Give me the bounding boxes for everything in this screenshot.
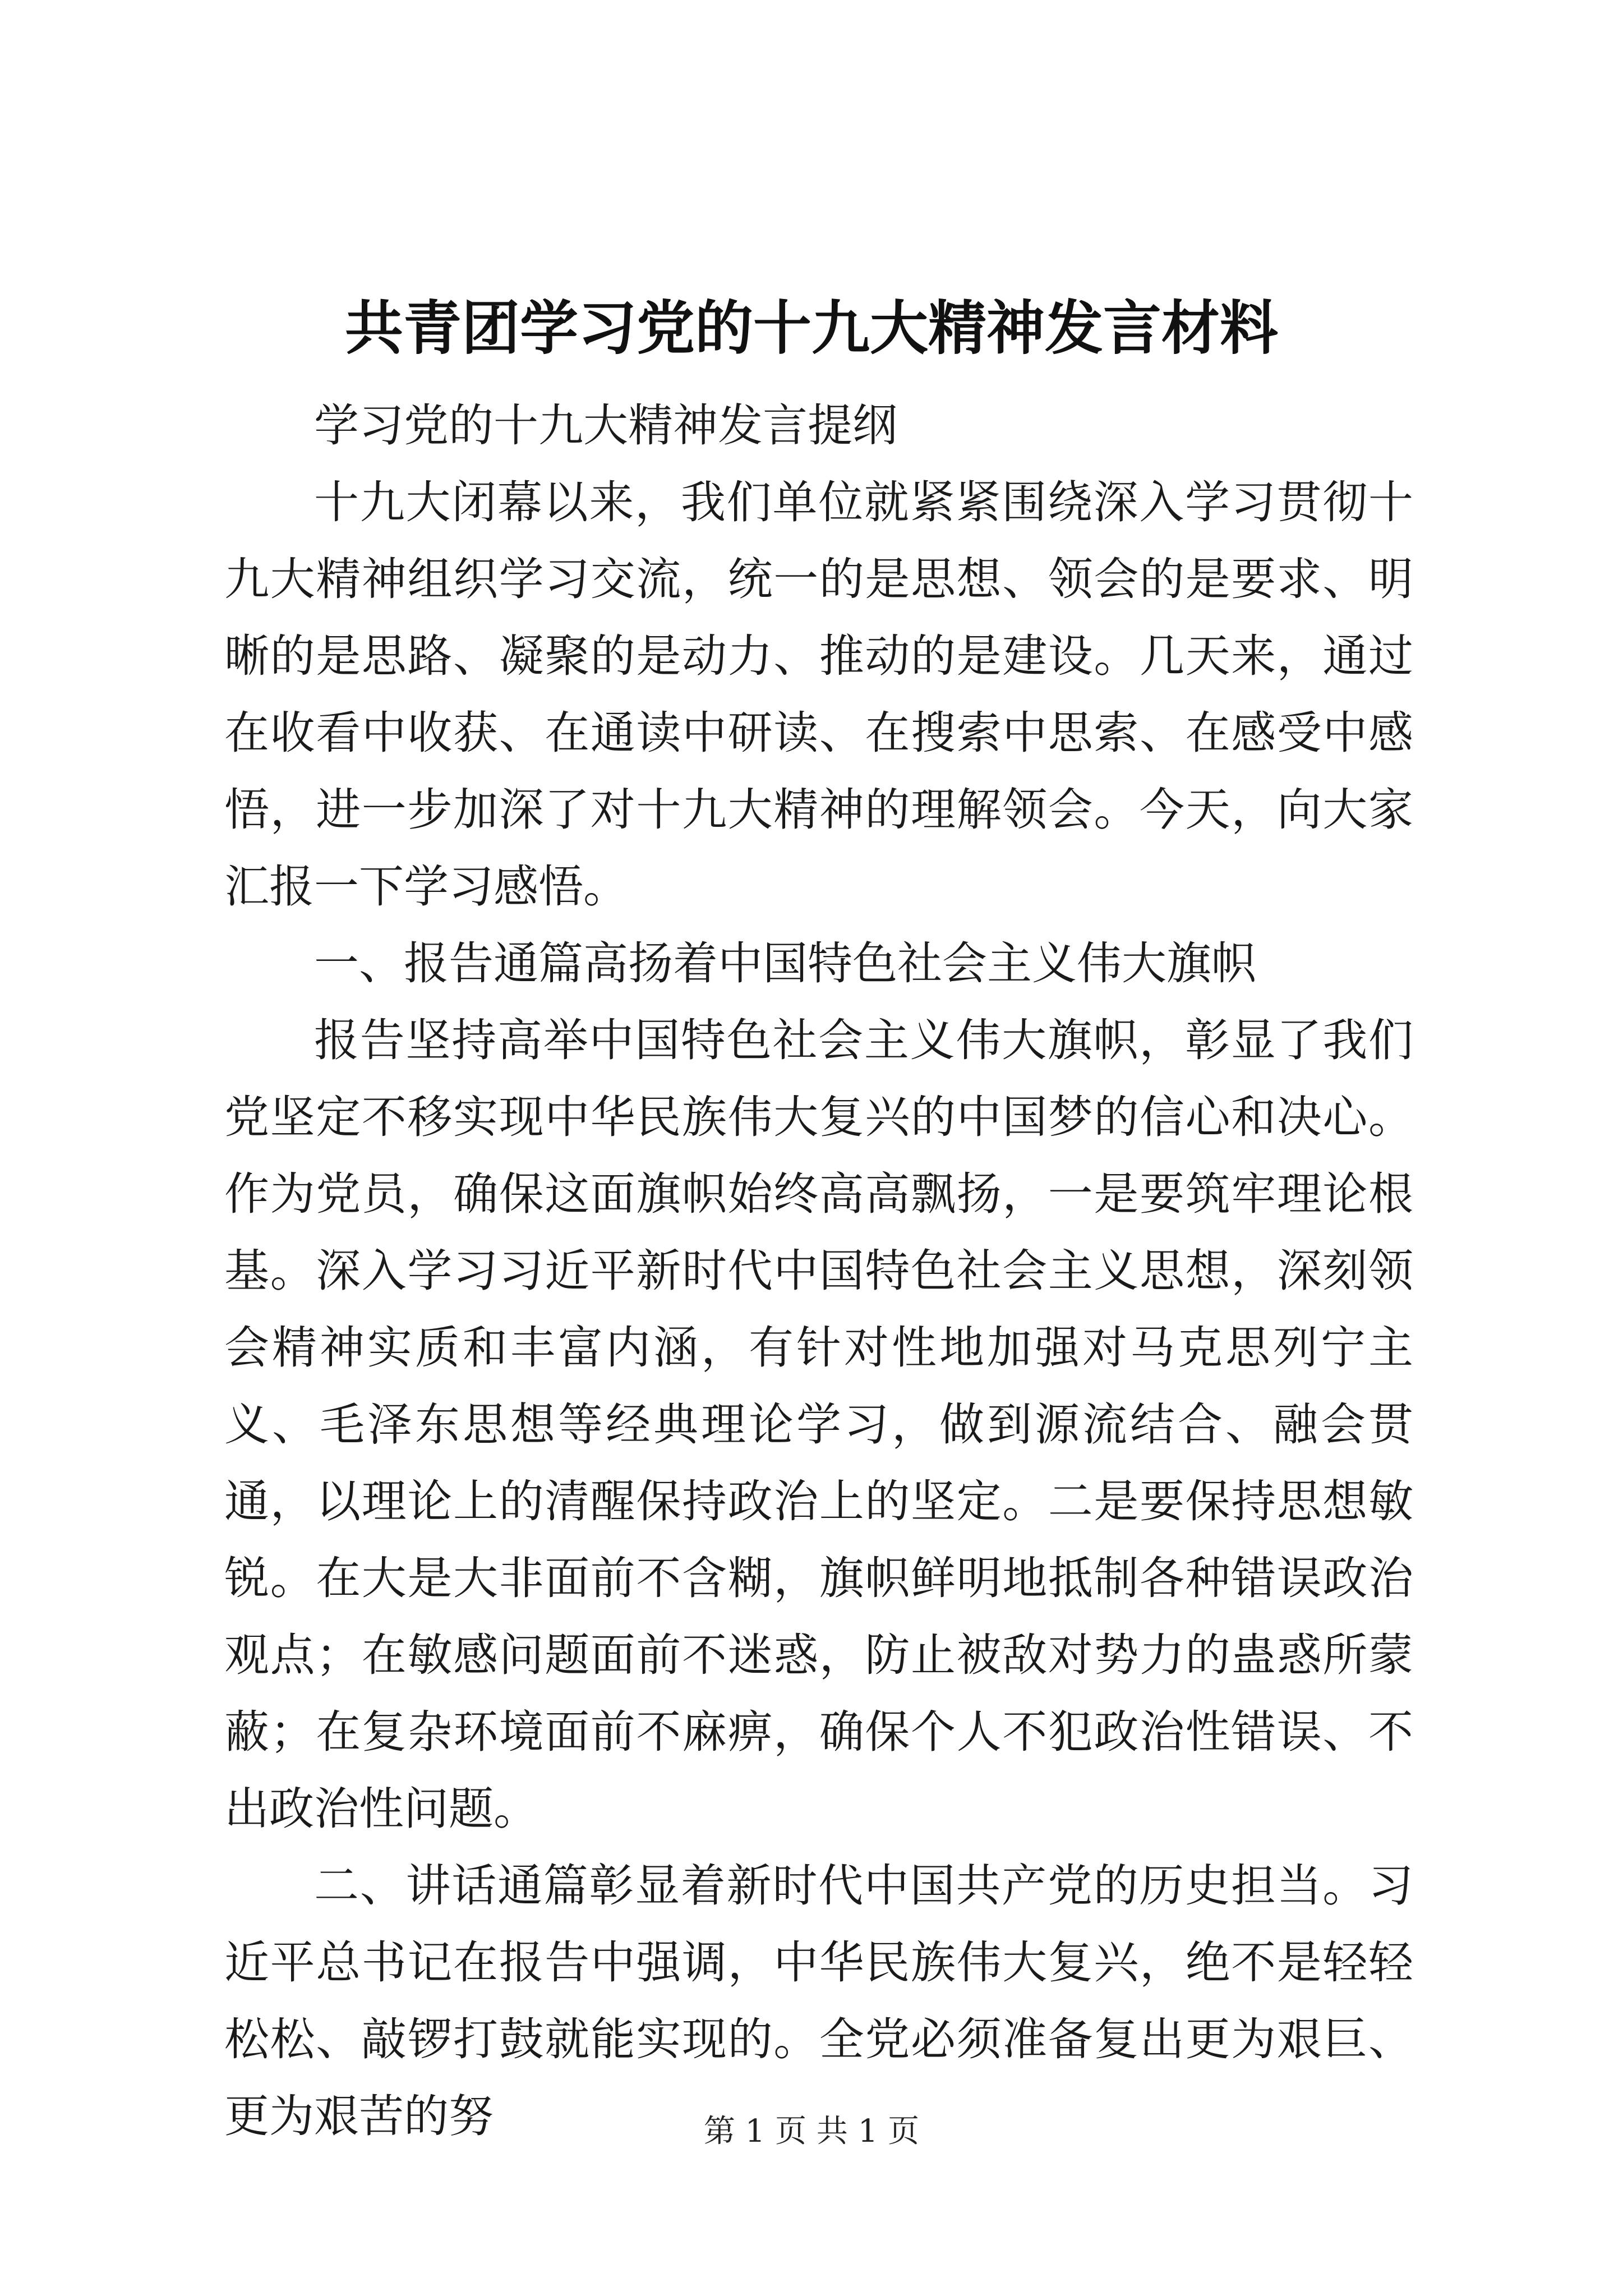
section-body-1: 报告坚持高举中国特色社会主义伟大旗帜，彰显了我们党坚定不移实现中华民族伟大复兴的中国梦的信心和决心。作为党员，确保这面旗帜始终高高飘扬，一是要筑牢理论根基。深入学习习近平新时代中国特色社会主义思想，深刻领会精神实质和丰富内涵，有针对性地加强对马克思列宁主义、毛泽东思想等经典理论学习，做到源流结合、融会贯通，以理论上的清醒保持政治上的坚定。二是要保持思想敏锐。在大是大非面前不含糊，旗帜鲜明地抵制各种错误政治观点；在敏感问题面前不迷惑，防止被敌对势力的蛊惑所蒙蔽；在复杂环境面前不麻痹，确保个人不犯政治性错误、不出政治性问题。	[224, 1014, 1413, 1835]
document-body	[224, 387, 1413, 2155]
page-footer: 第 1 页 共 1 页	[703, 2113, 920, 2150]
section-heading-1: 一、报告通篇高扬着中国特色社会主义伟大旗帜	[314, 937, 1256, 990]
subtitle-paragraph: 学习党的十九大精神发言提纲	[314, 399, 897, 452]
section-body-2: 二、讲话通篇彰显着新时代中国共产党的历史担当。习近平总书记在报告中强调，中华民族伟大复兴，绝不是轻轻松松、敲锣打鼓就能实现的。全党必须准备复出更为艰巨、更为艰苦的努	[224, 1860, 1413, 2142]
intro-paragraph: 十九大闭幕以来，我们单位就紧紧围绕深入学习贯彻十九大精神组织学习交流，统一的是思想、领会的是要求、明晰的是思路、凝聚的是动力、推动的是建设。几天来，通过在收看中收获、在通读中研读、在搜索中思索、在感受中感悟，进一步加深了对十九大精神的理解领会。今天，向大家汇报一下学习感悟。	[224, 476, 1413, 913]
document-title: 共青团学习党的十九大精神发言材料	[344, 293, 1278, 362]
